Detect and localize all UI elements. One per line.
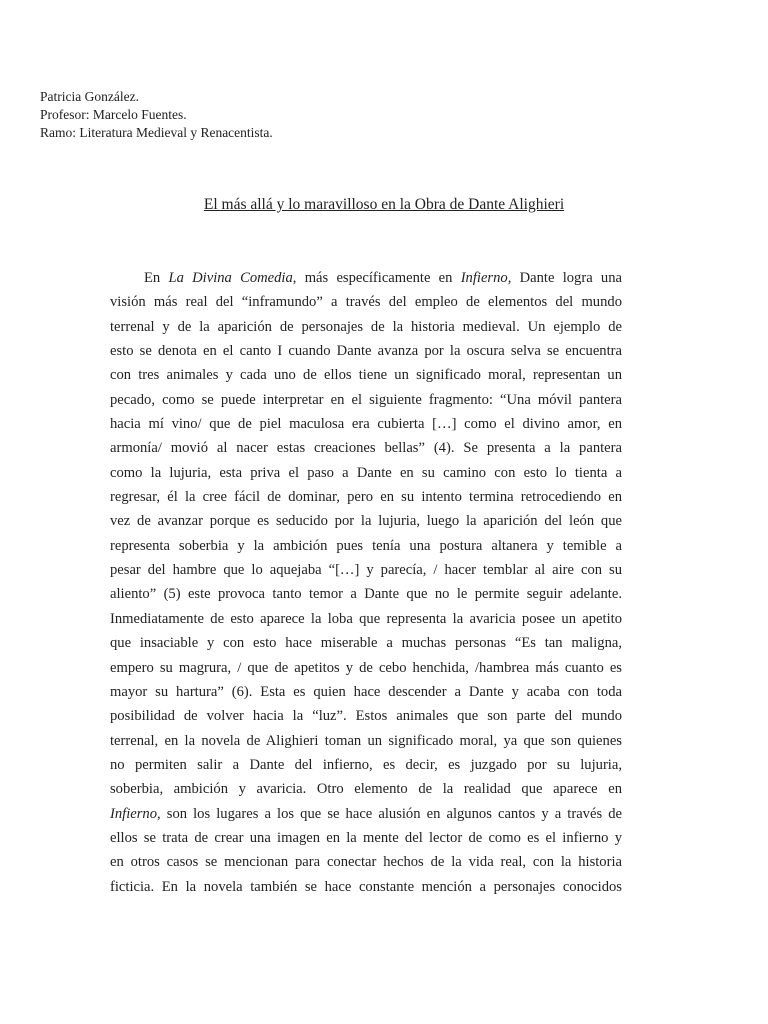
- paragraph-line: representa soberbia y la ambición pues tenía una postura altanera y temible a: [110, 537, 622, 554]
- paragraph-line: esto se denota en el canto I cuando Dante avanza por la oscura selva se encuentra: [110, 343, 622, 360]
- paragraph-line: hacia mí vino/ que de piel maculosa era cubierta […] como el divino amor, en: [110, 416, 622, 433]
- course-line: Ramo: Literatura Medieval y Renacentista.: [40, 125, 273, 140]
- paragraph-line: no permiten salir a Dante del infierno, es decir, es juzgado por su lujuria,: [110, 756, 622, 773]
- paragraph-line: que insaciable y con esto hace miserable a muchas personas “Es tan maligna,: [110, 635, 622, 652]
- paragraph-line: con tres animales y cada uno de ellos tiene un significado moral, representan un: [110, 367, 622, 384]
- paragraph-line: visión más real del “inframundo” a través del empleo de elementos del mundo: [110, 294, 622, 311]
- paragraph-line: Infierno, son los lugares a los que se hace alusión en algunos cantos y a través de: [110, 805, 622, 822]
- paragraph-line: pecado, como se puede interpretar en el siguiente fragmento: “Una móvil pantera: [110, 391, 622, 408]
- italic-title: Infierno: [110, 805, 158, 822]
- italic-title: La Divina Comedia: [168, 270, 293, 286]
- paragraph-line: ficticia. En la novela también se hace constante mención a personajes conocidos: [110, 878, 622, 895]
- body-paragraph: [110, 266, 622, 899]
- paragraph-line: en otros casos se mencionan para conectar hechos de la vida real, con la historia: [110, 854, 622, 871]
- paragraph-line: regresar, él la cree fácil de dominar, pero en su intento termina retrocediendo en: [110, 489, 622, 506]
- paragraph-line: pesar del hambre que lo aquejaba “[…] y parecía, / hacer temblar al aire con su: [110, 562, 622, 579]
- paragraph-line: armonía/ movió al nacer estas creaciones bellas” (4). Se presenta a la pantera: [110, 440, 622, 457]
- paragraph-line: mayor su hartura” (6). Esta es quien hace descender a Dante y acaba con toda: [110, 683, 622, 700]
- author-line: Patricia González.: [40, 89, 139, 104]
- italic-title: Infierno,: [460, 270, 512, 286]
- paragraph-line: terrenal, en la novela de Alighieri toman un significado moral, ya que son quienes: [110, 732, 622, 749]
- paragraph-line: terrenal y de la aparición de personajes de la historia medieval. Un ejemplo de: [110, 318, 622, 335]
- paragraph-line: Inmediatamente de esto aparece la loba que representa la avaricia posee un apetito: [110, 610, 622, 627]
- paragraph-line: como la lujuria, esta priva el paso a Dante en su camino con esto lo tienta a: [110, 464, 622, 481]
- paragraph-line: En La Divina Comedia, más específicamente en Infierno, Dante logra una: [144, 270, 622, 286]
- paragraph-line: aliento” (5) este provoca tanto temor a Dante que no le permite seguir adelante.: [110, 586, 622, 603]
- paragraph-line: vez de avanzar porque es seducido por la lujuria, luego la aparición del león que: [110, 513, 622, 530]
- document-title: El más allá y lo maravilloso en la Obra de Dante Alighieri: [203, 196, 565, 213]
- paragraph-line: empero su magrura, / que de apetitos y de cebo henchida, /hambrea más cuanto es: [110, 659, 622, 676]
- paragraph-line: posibilidad de volver hacia la “luz”. Estos animales que son parte del mundo: [110, 708, 622, 725]
- professor-line: Profesor: Marcelo Fuentes.: [40, 107, 187, 122]
- paragraph-line: ellos se trata de crear una imagen en la mente del lector de como es el infierno y: [110, 829, 622, 846]
- document-header: [40, 88, 273, 142]
- paragraph-line: soberbia, ambición y avaricia. Otro elemento de la realidad que aparece en: [110, 781, 622, 798]
